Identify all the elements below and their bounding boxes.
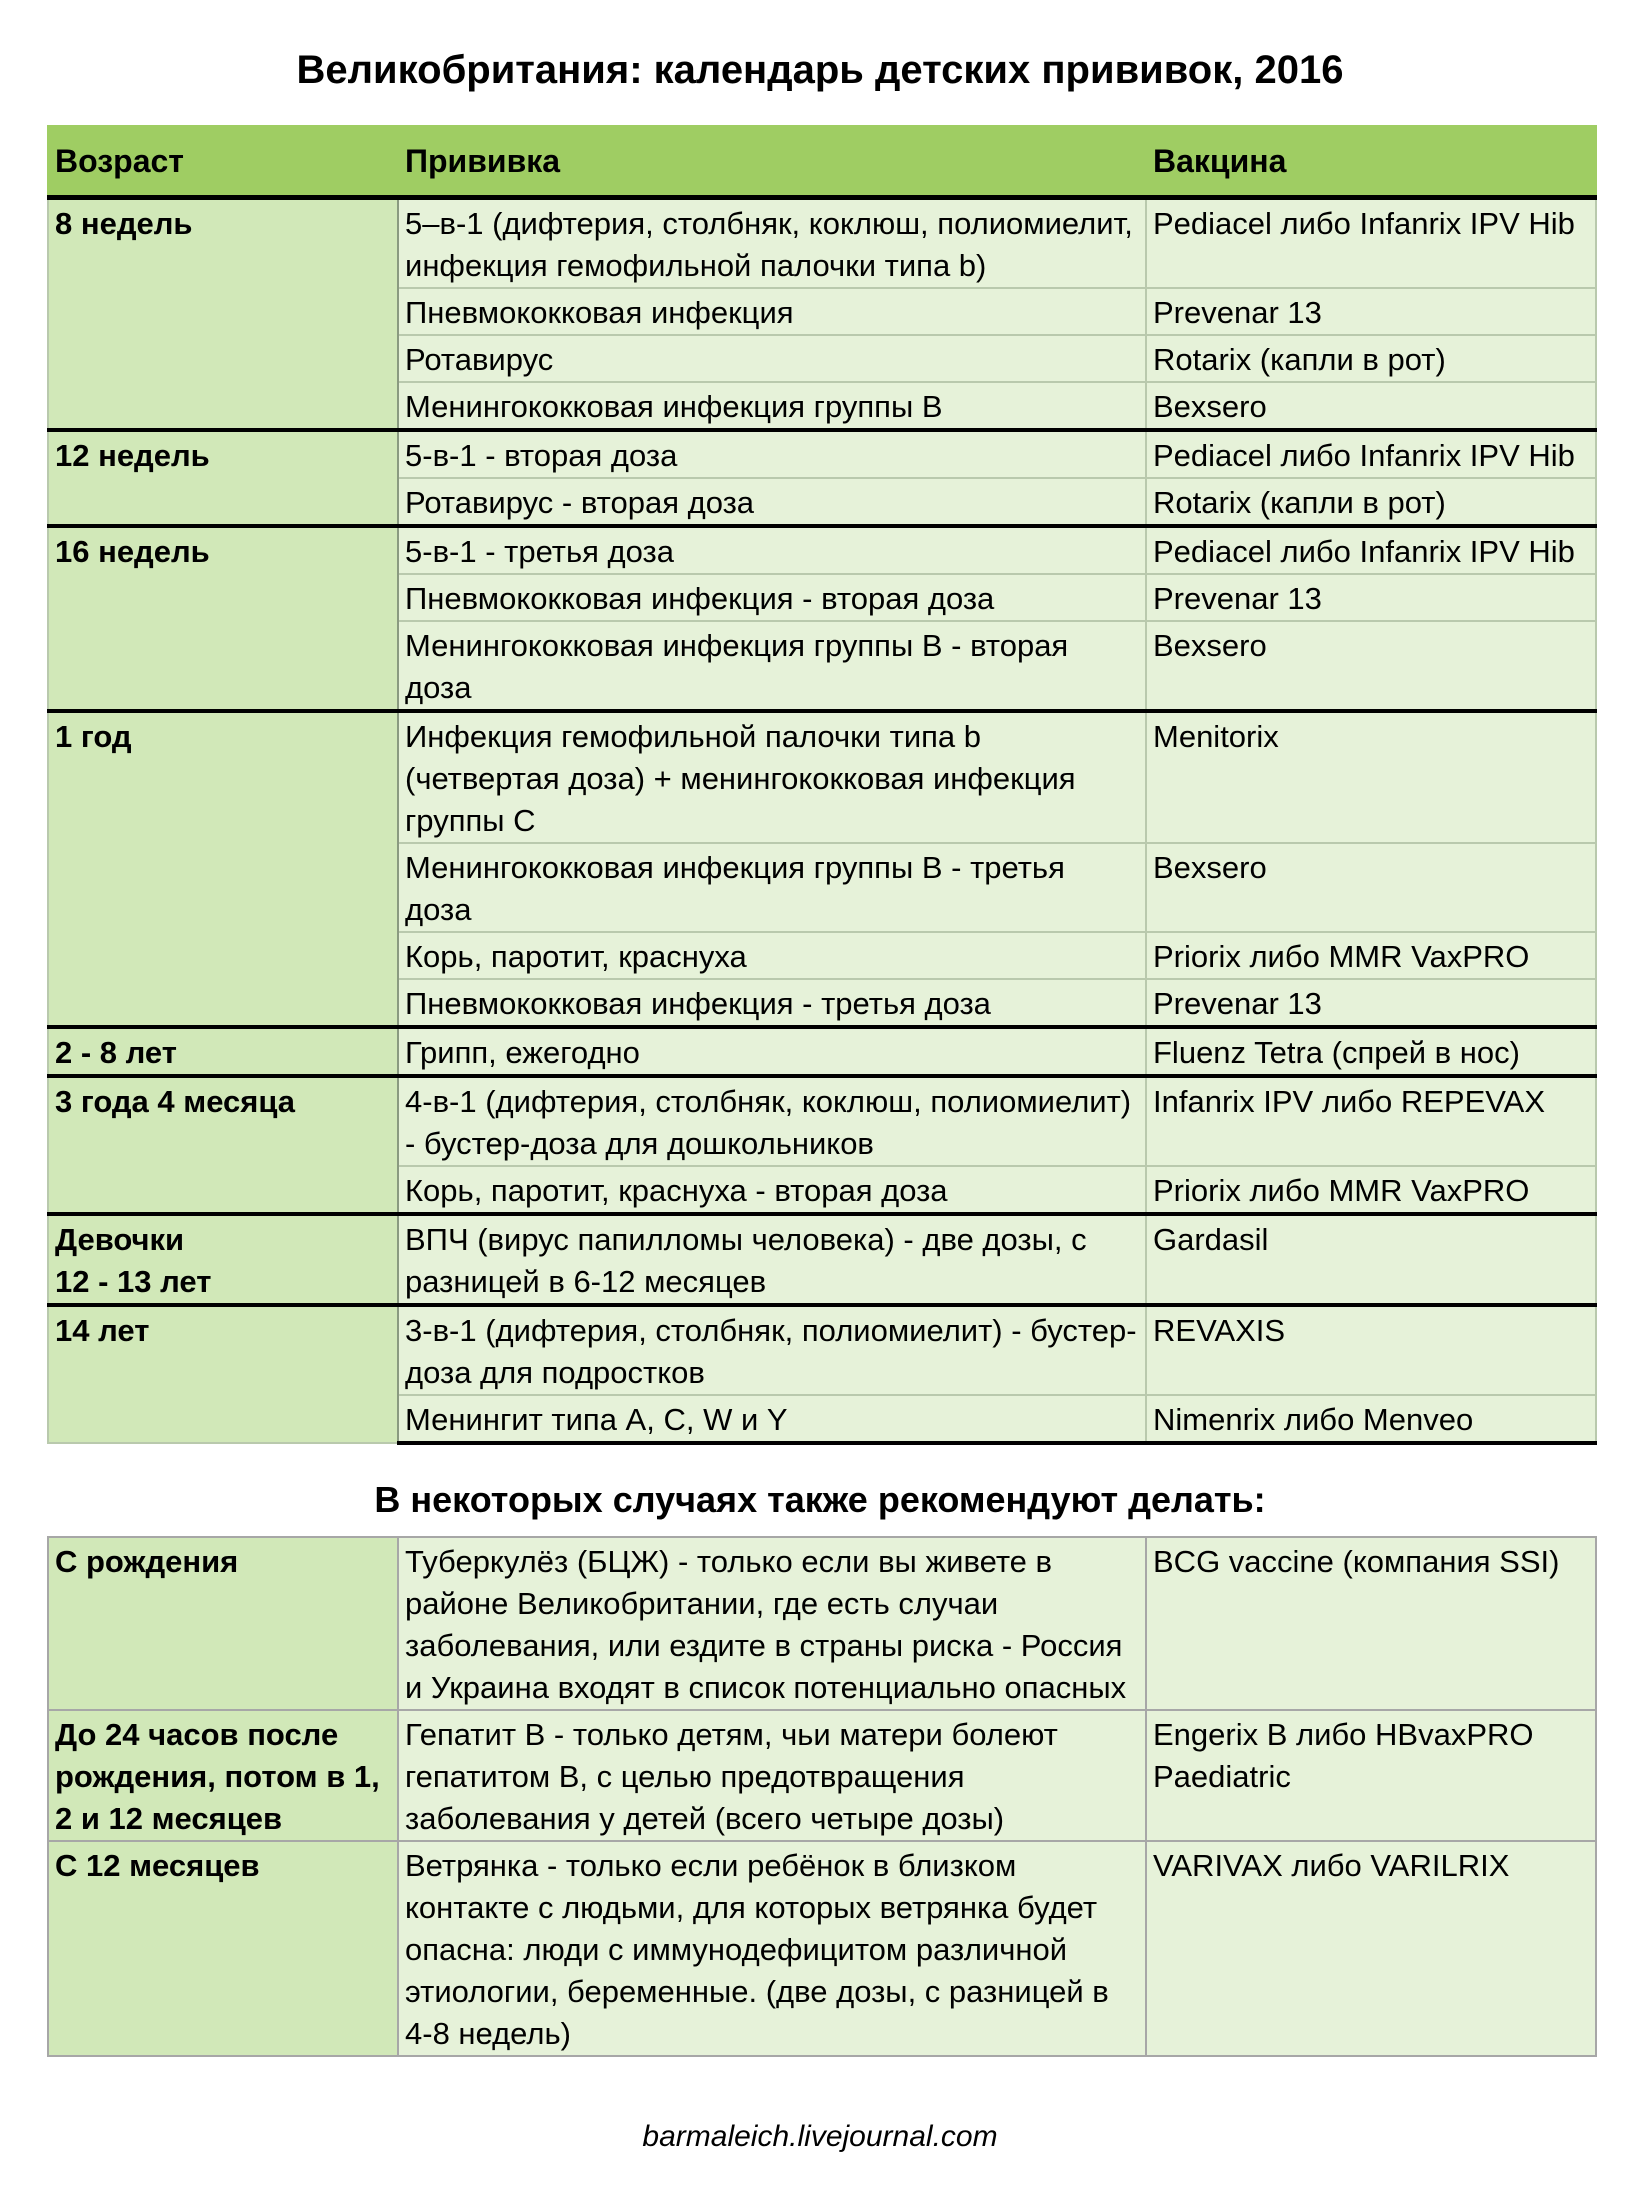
table-row [48, 711, 1596, 843]
vaccination-cell: Пневмококковая инфекция - третья доза [398, 979, 1146, 1027]
age-cell: 8 недель [48, 198, 398, 431]
age-cell: 16 недель [48, 526, 398, 711]
vaccination-cell: Менингококковая инфекция группы B - третья доза [398, 843, 1146, 932]
vaccination-cell: Корь, паротит, краснуха - вторая доза [398, 1166, 1146, 1214]
vaccination-cell: Менингококковая инфекция группы B [398, 382, 1146, 430]
optional-vaccinations-table [47, 1536, 1597, 2057]
vaccine-cell: Engerix B либо HBvaxPRO Paediatric [1146, 1710, 1596, 1841]
vaccination-cell: Ветрянка - только если ребёнок в близком контакте с людьми, для которых ветрянка будет опасна: люди с иммунодефицитом различной этиологии, беременные. (две дозы, с разницей в 4-8 недель) [398, 1841, 1146, 2056]
column-header-vaccine: Вакцина [1146, 126, 1596, 198]
vaccine-cell: Fluenz Tetra (спрей в нос) [1146, 1027, 1596, 1076]
vaccination-cell: 5-в-1 - третья доза [398, 526, 1146, 574]
age-cell: 12 недель [48, 430, 398, 526]
table-row [48, 198, 1596, 289]
vaccination-cell: 4-в-1 (дифтерия, столбняк, коклюш, полиомиелит) - бустер-доза для дошкольников [398, 1076, 1146, 1166]
table-row [48, 1076, 1596, 1166]
vaccine-cell: Prevenar 13 [1146, 979, 1596, 1027]
vaccine-cell: Rotarix (капли в рот) [1146, 335, 1596, 382]
vaccination-cell: 3-в-1 (дифтерия, столбняк, полиомиелит) - бустер-доза для подростков [398, 1305, 1146, 1395]
table-row [48, 1027, 1596, 1076]
vaccine-cell: Rotarix (капли в рот) [1146, 478, 1596, 526]
vaccination-cell: Пневмококковая инфекция - вторая доза [398, 574, 1146, 621]
table-row [48, 526, 1596, 574]
vaccine-cell: Menitorix [1146, 711, 1596, 843]
vaccine-cell: Bexsero [1146, 621, 1596, 711]
section-subtitle: В некоторых случаях также рекомендуют делать: [374, 1479, 1266, 1520]
vaccine-cell: Gardasil [1146, 1214, 1596, 1305]
vaccine-cell: Bexsero [1146, 382, 1596, 430]
table-row [48, 430, 1596, 478]
table-row [48, 1841, 1596, 2056]
vaccine-cell: Pediacel либо Infanrix IPV Hib [1146, 526, 1596, 574]
vaccination-schedule-table [47, 125, 1597, 1445]
vaccine-cell: BCG vaccine (компания SSI) [1146, 1537, 1596, 1710]
vaccination-cell: ВПЧ (вирус папилломы человека) - две дозы, с разницей в 6-12 месяцев [398, 1214, 1146, 1305]
table-row [48, 1214, 1596, 1305]
vaccination-cell: Менингит типа A, C, W и Y [398, 1395, 1146, 1443]
vaccination-cell: Гепатит B - только детям, чьи матери болеют гепатитом B, с целью предотвращения заболевания у детей (всего четыре дозы) [398, 1710, 1146, 1841]
vaccine-cell: VARIVAX либо VARILRIX [1146, 1841, 1596, 2056]
vaccine-cell: Bexsero [1146, 843, 1596, 932]
source-footer: barmaleich.livejournal.com [642, 2120, 998, 2153]
vaccine-cell: Pediacel либо Infanrix IPV Hib [1146, 198, 1596, 289]
vaccination-cell: 5-в-1 - вторая доза [398, 430, 1146, 478]
vaccination-cell: Грипп, ежегодно [398, 1027, 1146, 1076]
optional-body [48, 1537, 1596, 2056]
table-header-row [48, 126, 1596, 198]
age-cell: С рождения [48, 1537, 398, 1710]
age-cell: Девочки 12 - 13 лет [48, 1214, 398, 1305]
table-row [48, 1537, 1596, 1710]
vaccine-cell: Prevenar 13 [1146, 574, 1596, 621]
vaccination-cell: Ротавирус - вторая доза [398, 478, 1146, 526]
vaccination-cell: 5–в-1 (дифтерия, столбняк, коклюш, полиомиелит, инфекция гемофильной палочки типа b) [398, 198, 1146, 289]
vaccine-cell: Pediacel либо Infanrix IPV Hib [1146, 430, 1596, 478]
vaccine-cell: Priorix либо MMR VaxPRO [1146, 932, 1596, 979]
table-row [48, 1710, 1596, 1841]
age-cell: 3 года 4 месяца [48, 1076, 398, 1214]
column-header-age: Возраст [48, 126, 398, 198]
vaccination-cell: Туберкулёз (БЦЖ) - только если вы живете в районе Великобритании, где есть случаи заболевания, или ездите в страны риска - Россия и Украина входят в список потенциально опасных [398, 1537, 1146, 1710]
vaccine-cell: Prevenar 13 [1146, 288, 1596, 335]
vaccine-cell: Priorix либо MMR VaxPRO [1146, 1166, 1596, 1214]
vaccination-cell: Менингококковая инфекция группы B - вторая доза [398, 621, 1146, 711]
age-cell: С 12 месяцев [48, 1841, 398, 2056]
schedule-body [48, 198, 1596, 1444]
vaccination-cell: Ротавирус [398, 335, 1146, 382]
age-cell: 14 лет [48, 1305, 398, 1443]
vaccination-cell: Инфекция гемофильной палочки типа b (четвертая доза) + менингококковая инфекция группы C [398, 711, 1146, 843]
page-title: Великобритания: календарь детских прививок, 2016 [296, 48, 1344, 92]
vaccine-cell: Nimenrix либо Menveo [1146, 1395, 1596, 1443]
age-cell: До 24 часов после рождения, потом в 1, 2 и 12 месяцев [48, 1710, 398, 1841]
age-cell: 1 год [48, 711, 398, 1027]
vaccination-cell: Корь, паротит, краснуха [398, 932, 1146, 979]
vaccination-cell: Пневмококковая инфекция [398, 288, 1146, 335]
age-cell: 2 - 8 лет [48, 1027, 398, 1076]
vaccine-cell: REVAXIS [1146, 1305, 1596, 1395]
vaccine-cell: Infanrix IPV либо REPEVAX [1146, 1076, 1596, 1166]
column-header-vaccination: Прививка [398, 126, 1146, 198]
table-row [48, 1305, 1596, 1395]
